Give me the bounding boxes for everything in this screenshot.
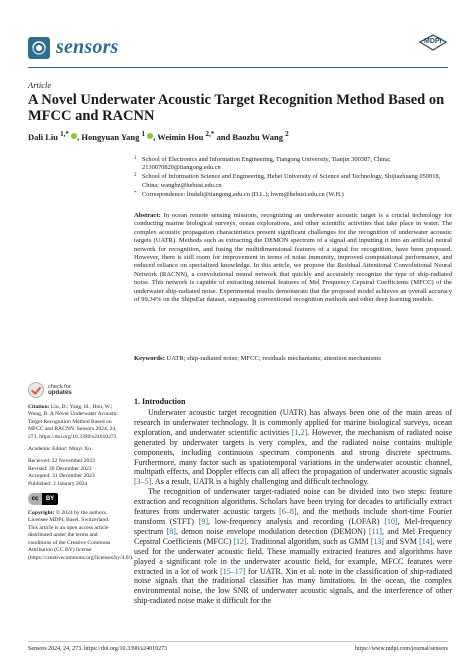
citation-link[interactable]: [10] (384, 516, 398, 526)
keywords-text: UATR; ship-radiated noise; MFCC; residuals mechanisms; attention mechanisms (166, 355, 381, 362)
cc-by-license-badge[interactable] (28, 493, 118, 505)
check-updates-line1: check for (48, 383, 71, 390)
received-date: Received: 22 November 2023 (28, 458, 95, 465)
citation-text[interactable]: Liu, D.; Yang, H.; Hou, W.; Wang, B. A Novel Underwater Acoustic Target Recognition Method Based on MFCC and RACNN. Sensors 2024, 24, 273. https://doi.org/10.3390/s24010273 (28, 404, 118, 440)
citation (28, 404, 118, 441)
accepted-date: Accepted: 31 December 2023 (28, 473, 95, 480)
citation-label: Citation: (28, 404, 50, 410)
author-affiliation: 1,* (60, 130, 69, 138)
citation-link[interactable]: [8] (166, 526, 176, 536)
published-date: Published: 2 January 2024 (28, 480, 88, 487)
affiliation-number: 2 (134, 173, 137, 179)
author-affiliation: 2 (285, 130, 289, 138)
introduction-body (134, 408, 452, 606)
affiliation-item (134, 173, 452, 189)
affiliation-number: 1 (134, 156, 137, 161)
citation-link[interactable]: [14] (419, 536, 433, 546)
revised-date: Revised: 20 December 2023 (28, 465, 92, 472)
affiliation-text: School of Electronics and Information Engineering, Tiangong University, Tianjin 300387, China; 2130070820@tiangong.edu.cn (142, 156, 391, 172)
journal-name: sensors (56, 36, 119, 58)
article-title: A Novel Underwater Acoustic Target Recognition Method Based on MFCC and RACNN (28, 92, 445, 124)
citation-link[interactable]: [13] (370, 536, 384, 546)
copyright-text: © 2024 by the authors. Licensee MDPI, Basel, Switzerland. This article is an open access article distributed under the terms and conditions of the Creative Commons Attribution (CC BY) license (https://creativecommons.org/licenses/by/4.0/). (28, 510, 134, 561)
journal-logo[interactable] (28, 36, 119, 59)
copyright (28, 510, 134, 562)
journal-logo-icon (28, 37, 50, 59)
author-name: Dali Liu (28, 131, 58, 142)
footer-divider (28, 641, 448, 642)
keywords (134, 355, 452, 363)
citation-link[interactable]: [9] (198, 516, 209, 526)
citation-link[interactable]: [11] (368, 526, 382, 536)
footer-citation[interactable]: Sensors 2024, 24, 273. https://doi.org/10.3390/s24010273 (28, 646, 168, 652)
check-updates-icon (28, 382, 44, 398)
author-affiliation: 1 (141, 130, 146, 138)
affiliation-number: * (134, 190, 137, 196)
keywords-label: Keywords: (134, 355, 165, 362)
correspondence-text: Correspondence: liudali@tiangong.edu.cn (D.L.); hwm@hebust.edu.cn (W.H.) (142, 190, 344, 198)
academic-editor: Academic Editor: Minyi Xu (28, 446, 91, 453)
header-divider (28, 67, 448, 68)
paragraph: The recognition of underwater target-radiated noise can be divided into two steps: feature extraction and recognition algorithms. Scholars have been trying for decades to artificially extract features from underwater acoustic targets [6–8], and the methods include short-time Fourier transform (STFT) [9], low-frequency analysis and recording (LOFAR) [10], Mel-frequency spectrum [8], demon noise envelope modulation detection (DEMON) [11], and Mel Frequency Cepstral Coefficients (MFCC) [12]. Traditional algorithm, such as GMM [13] and SVM [14], were used for the underwater acoustic field. These manually extracted features and algorithms have played a significant role in the underwater acoustic field, for example, MFCC features were extracted in a lot of work [15–17] for UATR. Xin et al. note in the classification of ship-radiated noise signals that the traditional classifier has many limitations. In the ocean, the complex environmental noise, the low SNR of underwater acoustic signals, and the interference of other ship-radiated noise make it difficult for the (134, 487, 453, 606)
citation-link[interactable]: [15–17] (220, 566, 246, 576)
check-updates-line2: updates (48, 389, 72, 396)
check-updates-text (48, 384, 72, 396)
abstract (134, 212, 452, 304)
orcid-icon[interactable] (147, 133, 153, 139)
publication-dates (28, 458, 118, 488)
orcid-icon[interactable] (71, 133, 77, 139)
citation-link[interactable]: [12] (233, 536, 247, 546)
section-heading-introduction: 1. Introduction (134, 397, 186, 406)
paragraph: Underwater acoustic target recognition (UATR) has always been one of the main areas of research in underwater technology. It is commonly applied for marine biological surveys, ocean exploration, and underwater scientific activities [1,2]. However, the mechanism of radiated noise generated by underwater targets is very complex, and the radiated noise contains multiple components, including continuous spectrum components and strong discrete spectrums. Furthermore, many factor such as spatiotemporal variations in the underwater acoustic channel, multipath effects, and Doppler effects can all affect the propagation of underwater acoustic signals [3–5]. As a result, UATR is a highly challenging and difficult technology. (134, 408, 452, 487)
citation-link[interactable]: [6–8] (279, 507, 297, 517)
article-type: Article (28, 80, 52, 90)
abstract-text: In ocean remote sensing missions, recognizing an underwater acoustic target is a crucial technology for conducting marine biological surveys, ocean explorations, and other scientific activities that take place in water. The complex acoustic propagation characteristics present significant challenges for the recognition of underwater acoustic targets (UATR). Methods such as extracting the DEMON spectrum of a signal and inputting it into an artificial neural network for recognition, and fusing the multidimensional features of a signal for recognition, have been proposed. However, there is still room for improvement in terms of noise immunity, improved computational performance, and reduced reliance on specialized knowledge. In this article, we propose the Residual Attentional Convolutional Neural Network (RACNN), a convolutional neural network that quickly and accurately recognize the type of ship-radiated noise. This network is capable of extracting internal features of Mel Frequency Cepstral Coefficients (MFCC) of the underwater ship-radiated noise. Experimental results demonstrate that the proposed model achieves an overall accuracy of 99.34% on the ShipsEar dataset, surpassing conventional recognition methods and other deep learning models. (134, 212, 452, 304)
author-list: Dali Liu $^{1,*}$ , Hongyuan Yang $^1$ , Weimin Hou $^{2,*}$ and Baozhu Wang $^2$ (28, 130, 289, 142)
author-affiliation: 2,* (205, 130, 215, 138)
by-icon: BY (42, 493, 58, 505)
footer-journal-url[interactable]: https://www.mdpi.com/journal/sensors (355, 646, 448, 652)
citation-link[interactable]: [1,2] (291, 427, 308, 437)
correspondence (134, 191, 452, 199)
article-metadata (28, 404, 134, 567)
affiliation-item (134, 156, 452, 172)
author-name: Hongyuan Yang (81, 131, 140, 142)
mdpi-logo[interactable] (418, 34, 448, 60)
affiliations (134, 156, 452, 200)
cc-icon: cc (28, 493, 42, 505)
author-name: Weimin Hou (157, 131, 204, 142)
check-for-updates-badge[interactable] (28, 382, 72, 398)
abstract-label: Abstract: (134, 212, 161, 219)
mdpi-logo-text: MDPI (424, 38, 442, 45)
copyright-label: Copyright: (28, 510, 55, 517)
affiliation-text: School of Information Science and Engineering, Hebei University of Science and Technology, Shijiazhuang 050018, China; wangbz@hebust.edu.cn (142, 173, 441, 189)
citation-link[interactable]: [3–5] (134, 477, 152, 487)
author-name: Baozhu Wang (232, 131, 283, 142)
